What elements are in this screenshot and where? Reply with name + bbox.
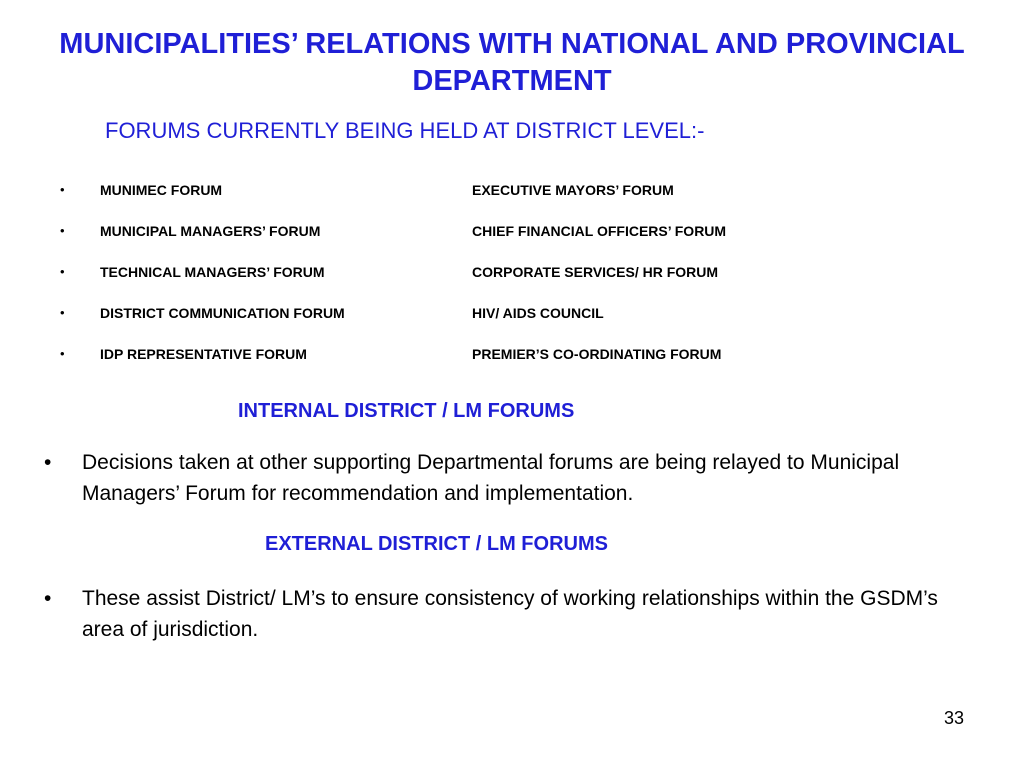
slide-title: MUNICIPALITIES’ RELATIONS WITH NATIONAL AND PROVINCIAL DEPARTMENT xyxy=(59,28,965,97)
bullet-icon: • xyxy=(44,451,52,474)
bullet-icon: • xyxy=(44,587,52,610)
external-forums-heading: EXTERNAL DISTRICT / LM FORUMS xyxy=(265,533,608,555)
forum-name: MUNICIPAL MANAGERS’ FORUM xyxy=(100,223,321,239)
paragraph-text: Decisions taken at other supporting Departmental forums are being relayed to Municipal Managers’ Forum for recommendation and implementation. xyxy=(82,451,900,505)
paragraph-text: These assist District/ LM’s to ensure consistency of working relationships within the GSDM’s area of jurisdiction. xyxy=(82,587,938,641)
forum-name: CORPORATE SERVICES/ HR FORUM xyxy=(472,264,719,280)
list-item xyxy=(60,344,960,385)
forum-name: MUNIMEC FORUM xyxy=(100,182,223,198)
bullet-icon: • xyxy=(60,305,65,320)
forum-list xyxy=(60,180,960,385)
forum-name: CHIEF FINANCIAL OFFICERS’ FORUM xyxy=(472,223,727,239)
internal-forums-heading: INTERNAL DISTRICT / LM FORUMS xyxy=(238,400,575,422)
list-item xyxy=(60,221,960,262)
slide-subtitle: FORUMS CURRENTLY BEING HELD AT DISTRICT LEVEL:- xyxy=(105,118,705,143)
bullet-icon: • xyxy=(60,264,65,279)
bullet-icon: • xyxy=(60,346,65,361)
list-item xyxy=(60,180,960,221)
forum-name: PREMIER’S CO-ORDINATING FORUM xyxy=(472,346,722,362)
forum-name: HIV/ AIDS COUNCIL xyxy=(472,305,604,321)
forum-name: IDP REPRESENTATIVE FORUM xyxy=(100,346,307,362)
forum-name: TECHNICAL MANAGERS’ FORUM xyxy=(100,264,325,280)
page-number: 33 xyxy=(943,708,964,728)
external-forums-paragraph xyxy=(40,583,960,645)
bullet-icon: • xyxy=(60,223,65,238)
list-item xyxy=(60,262,960,303)
bullet-icon: • xyxy=(60,182,65,197)
forum-name: DISTRICT COMMUNICATION FORUM xyxy=(100,305,345,321)
forum-name: EXECUTIVE MAYORS’ FORUM xyxy=(472,182,674,198)
internal-forums-paragraph xyxy=(40,447,960,509)
list-item xyxy=(60,303,960,344)
